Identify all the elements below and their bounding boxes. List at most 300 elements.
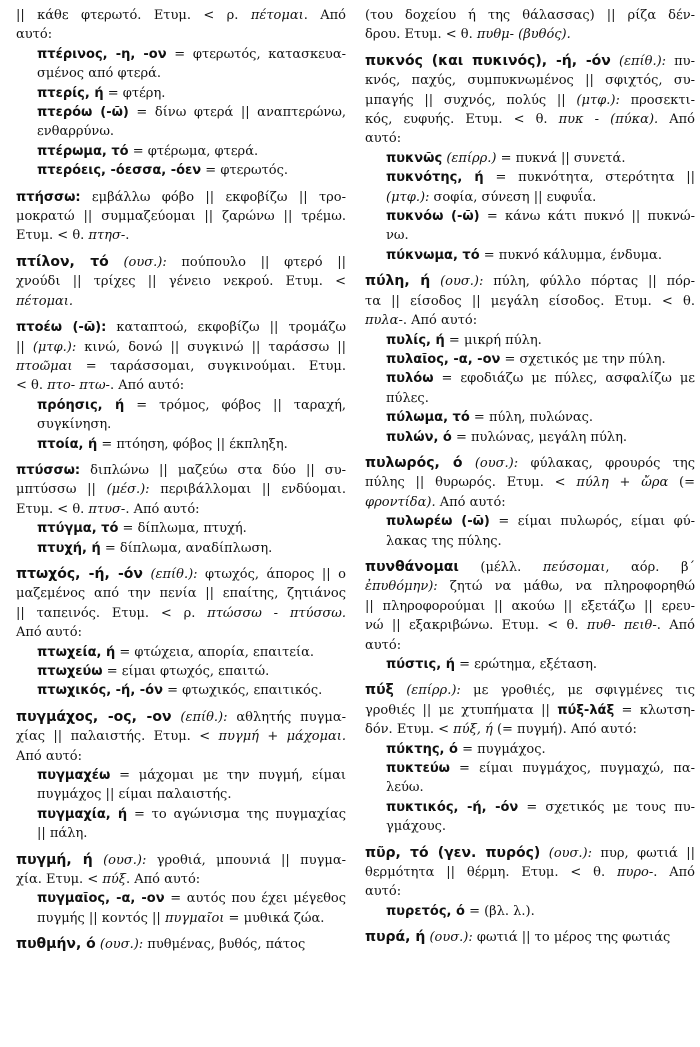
definition-text: εμβάλλω φόβο || εκφοβίζω || τρο- (80, 189, 346, 205)
italic-text: (ουσ.): (99, 937, 144, 953)
lemma: πτωχεία, ή (37, 644, 116, 660)
definition-text: . Από αυτό: (125, 872, 201, 888)
definition-text: = αυτός που έχει μέγεθος (164, 891, 346, 907)
definition-text: < θ. (16, 378, 48, 394)
text-line (365, 636, 695, 655)
text-line (365, 493, 695, 512)
text-line (37, 681, 346, 700)
definition-text: με γροθιές, με σφιγμένες τις (460, 683, 695, 699)
text-line (386, 778, 695, 797)
text-line (386, 902, 695, 921)
definition-text (109, 255, 124, 270)
text-line (386, 350, 695, 369)
text-line (16, 870, 346, 889)
dictionary-entry (365, 52, 695, 265)
definition-text: Ετυμ. < θ. (16, 228, 89, 244)
italic-text: (μτφ.): (32, 339, 77, 355)
italic-text: (επίρρ.): (406, 683, 461, 699)
definition-text: μπαγής || συχνός, πολύς || (365, 92, 577, 108)
lemma: πυγμή, ή (16, 851, 93, 868)
definition-text: = το αγώνισμα της πυγμαχίας (127, 806, 347, 822)
definition-text: = πυκνά || συνετά. (496, 150, 626, 166)
dictionary-entry (365, 844, 695, 922)
subentry (365, 246, 695, 265)
text-line (16, 188, 346, 207)
subentry (16, 435, 346, 454)
text-line (386, 331, 695, 350)
definition-text: (μέλλ. (458, 559, 543, 575)
definition-text: γμάχους. (386, 819, 447, 835)
subentry (16, 519, 346, 538)
definition-text: κός, ευφυής. Ετυμ. < θ. (365, 112, 559, 128)
dictionary-entry (365, 928, 695, 947)
subentry (365, 798, 695, 837)
subentry (365, 740, 695, 759)
lemma: πτερόεις, -όεσσα, -όεν (37, 163, 202, 179)
subentry (365, 350, 695, 369)
text-line (16, 480, 346, 499)
text-line (16, 292, 346, 311)
subentry (365, 168, 695, 207)
italic-text: πύλη + ὤρα (576, 475, 669, 491)
definition-text (611, 54, 619, 69)
definition-text (540, 846, 548, 861)
definition-text: . (125, 228, 130, 244)
text-line (365, 25, 695, 44)
dictionary-entry (365, 272, 695, 447)
dictionary-entry (365, 681, 695, 836)
text-line (16, 207, 346, 226)
text-line (16, 376, 346, 395)
lemma: πυλωρέω (-ῶ) (386, 514, 490, 530)
text-line (16, 708, 346, 727)
definition-text: σοφία, σύνεση || ευφυΐα. (429, 189, 597, 205)
definition-text: = σχετικός με τους πυ- (518, 799, 696, 815)
text-line (365, 616, 695, 635)
text-line (365, 292, 695, 311)
lemma: πύλωμα, τό (386, 410, 470, 426)
definition-text: φωτιά || το μέρος της φωτιάς (472, 930, 671, 946)
text-line (386, 798, 695, 817)
text-line (386, 408, 695, 427)
text-line (365, 597, 695, 616)
text-line (365, 701, 695, 720)
text-line (16, 6, 346, 25)
italic-text: πυθμ- (βυθός). (476, 27, 571, 43)
right-column (365, 6, 695, 955)
definition-text: μοκρατώ || συμμαζεύομαι || ζαρώνω || τρέμω. (16, 209, 346, 225)
definition-text: . Από αυτό: (402, 313, 478, 329)
definition-text: || πληροφορούμαι || ακούω || εξετάζω || ερευ- (365, 598, 695, 614)
definition-text: χία. Ετυμ. < (16, 872, 103, 888)
italic-text: πύξ, ή (453, 722, 493, 738)
subentry (16, 161, 346, 180)
text-line (386, 207, 695, 226)
lemma: πτυχή, ή (37, 540, 101, 556)
italic-text: πυγμή + μάχομαι. (218, 729, 346, 745)
italic-text: πυρο- (616, 865, 654, 881)
italic-text: πτοῶμαι (16, 358, 73, 374)
text-line (37, 435, 346, 454)
dictionary-entry (16, 851, 346, 929)
definition-text: χνούδι || τρίχες || γένειο νεκρού. Ετυμ. < (16, 274, 346, 290)
italic-text: πυγμαῖοι (164, 910, 225, 926)
italic-text: πτώσσω - πτύσσω. (207, 605, 346, 621)
lemma: πυκτικός, -ή, -όν (386, 799, 519, 815)
definition-text: = δίνω φτερά || αναπτερώνω, (128, 105, 346, 121)
lemma: πτίλον, τό (16, 253, 109, 270)
lemma: πυνθάνομαι (365, 558, 459, 575)
definition-text: = πυγμάχος. (457, 741, 546, 757)
lemma: πυλωρός, ό (365, 454, 463, 471)
text-line (16, 584, 346, 603)
italic-text: πέτομαι. (16, 293, 73, 309)
italic-text: (επίθ.): (150, 566, 198, 582)
lemma: πυλόω (386, 371, 434, 387)
italic-text: (μτφ.): (386, 189, 430, 205)
definition-text: = εφοδιάζω με πύλες, ασφαλίζω με (433, 371, 695, 387)
text-line (365, 91, 695, 110)
definition-text: θερμότητα || θέρμη. Ετυμ. < θ. (365, 865, 617, 881)
italic-text: πύξ (102, 872, 126, 888)
definition-text: πυθμένας, βυθός, πάτος (143, 937, 306, 953)
text-line (37, 64, 346, 83)
text-line (16, 727, 346, 746)
dictionary-entry (365, 454, 695, 551)
definition-text: = (βλ. λ.). (464, 903, 535, 919)
italic-text: πτο- πτω- (47, 378, 110, 394)
italic-text: (ουσ.): (440, 274, 484, 290)
definition-text: φύλακας, φρουρός της (518, 455, 695, 471)
definition-text: = ερώτημα, εξέταση. (454, 657, 597, 672)
subentry (16, 103, 346, 142)
dictionary-entry (365, 6, 695, 45)
text-line (37, 889, 346, 908)
text-line (365, 577, 695, 596)
italic-text: (ουσ.): (103, 852, 147, 868)
subentry (365, 655, 695, 674)
lemma: πυκτεύω (386, 761, 450, 777)
text-line (37, 643, 346, 662)
subentry (365, 369, 695, 408)
text-line (386, 168, 695, 187)
text-line (365, 6, 695, 25)
definition-text: . Από (303, 8, 347, 23)
text-line (37, 396, 346, 415)
text-line (386, 226, 695, 245)
text-line (386, 532, 695, 551)
dictionary-entry (16, 935, 346, 954)
definition-text: διπλώνω || μαζεύω στα δύο || συ- (80, 462, 346, 478)
subentry (16, 766, 346, 805)
dictionary-entry (16, 461, 346, 558)
definition-text: πυρ, φωτιά || (592, 845, 695, 861)
text-line (16, 500, 346, 519)
text-line (16, 623, 346, 642)
definition-text: = είμαι φτωχός, επαιτώ. (102, 664, 270, 679)
text-line (386, 389, 695, 408)
lemma: πυκνότης, ή (386, 170, 484, 186)
text-line (37, 766, 346, 785)
subentry (365, 902, 695, 921)
definition-text: δρου. Ετυμ. < θ. (365, 27, 477, 43)
lemma: πτωχός, -ή, -όν (16, 565, 143, 582)
italic-text: πυθ- πειθ- (586, 618, 657, 634)
text-line (37, 805, 346, 824)
definition-text: = μάχομαι με την πυγμή, είμαι (110, 768, 346, 784)
italic-text: ἐπυθόμην): (365, 579, 438, 595)
definition-text: = είμαι πυλωρός, είμαι φύ- (489, 514, 696, 530)
subentry (16, 396, 346, 435)
text-line (16, 25, 346, 44)
text-line (37, 45, 346, 64)
text-line (37, 519, 346, 538)
definition-text: λεύω. (386, 780, 424, 796)
subentry (16, 643, 346, 662)
subentry (16, 805, 346, 844)
text-line (365, 720, 695, 739)
left-column (16, 6, 346, 962)
subentry (365, 428, 695, 447)
lemma: πτωχεύω (37, 664, 103, 679)
text-line (386, 655, 695, 674)
subentry (365, 759, 695, 798)
lemma: πύξ (365, 682, 394, 699)
subentry (365, 207, 695, 246)
lemma: πτήσσω: (16, 189, 81, 205)
text-line (16, 461, 346, 480)
definition-text: = τρόμος, φόβος || ταραχή, (124, 397, 347, 413)
definition-text: γροθιές || με χτυπήματα || (365, 702, 558, 718)
definition-text: πύλες. (386, 390, 429, 406)
text-line (37, 785, 346, 804)
definition-text: Ετυμ. < θ. (16, 501, 89, 517)
definition-text: Από αυτό: (435, 494, 506, 510)
text-line (16, 318, 346, 337)
text-line (365, 844, 695, 863)
text-line (37, 415, 346, 434)
lemma: πτύσσω: (16, 462, 81, 478)
text-line (16, 565, 346, 584)
definition-text: = κάνω κάτι πυκνό || πυκνώ- (479, 209, 695, 225)
subentry (16, 45, 346, 84)
lemma: πύκνωμα, τό (386, 247, 480, 263)
definition-text: αυτό: (16, 27, 53, 43)
subentry (16, 84, 346, 103)
lemma: πύκτης, ό (386, 741, 458, 757)
definition-text: Από αυτό: (16, 625, 82, 641)
definition-text: = μικρή πύλη. (444, 332, 542, 348)
definition-text: = φτέρωμα, φτερά. (128, 143, 259, 159)
lemma: πυλών, ό (386, 429, 452, 445)
definition-text: νω. (386, 228, 409, 244)
italic-text: (επίρρ.) (446, 150, 497, 166)
definition-text: γροθιά, μπουνιά || πυγμα- (146, 852, 347, 868)
lemma: πύλη, ή (365, 273, 431, 290)
definition-text: Από (658, 112, 695, 128)
definition-text: = κλωτση- (614, 702, 695, 718)
dictionary-entry (16, 318, 346, 454)
text-line (365, 928, 695, 947)
definition-text: = φτωχικός, επαιτικός. (162, 683, 323, 699)
text-line (386, 759, 695, 778)
definition-text: = δίπλωμα, πτυχή. (118, 521, 247, 537)
text-line (16, 226, 346, 245)
italic-text: (επίθ.): (180, 709, 228, 725)
text-line (365, 272, 695, 291)
definition-text: φτωχός, άπορος || ο (197, 566, 346, 582)
italic-text: πέτομαι (250, 8, 304, 23)
definition-text: ζητώ να μάθω, να πληροφορηθώ (437, 579, 695, 595)
italic-text: (ουσ.): (123, 254, 167, 270)
definition-text: κινώ, δονώ || συγκινώ || ταράσσω || (76, 339, 346, 355)
lemma: πυγμαχία, ή (37, 806, 128, 822)
text-line (365, 863, 695, 882)
subentry (365, 149, 695, 168)
italic-text: (ουσ.): (429, 930, 473, 946)
definition-text: νώ || εξακριβώνω. Ετυμ. < θ. (365, 618, 587, 634)
definition-text: || πάλη. (37, 826, 88, 842)
lemma: πυγμαῖος, -α, -ον (37, 891, 165, 907)
lemma: πυθμήν, ό (16, 936, 96, 953)
text-line (386, 149, 695, 168)
definition-text: (= (668, 475, 696, 491)
text-line (37, 909, 346, 928)
definition-text: μπτύσσω || (16, 482, 107, 498)
definition-text: μαζεμένος από την πενία || επαίτης, ζητιάνος (16, 586, 346, 602)
definition-text: = πυκνό κάλυμμα, ένδυμα. (479, 247, 662, 263)
definition-text (463, 456, 475, 471)
dictionary-entry (16, 188, 346, 246)
italic-text: (ουσ.): (548, 845, 593, 861)
definition-text: αυτό: (365, 131, 402, 147)
text-line (16, 253, 346, 272)
lemma: πτύγμα, τό (37, 521, 119, 537)
italic-text: (επίθ.): (618, 53, 667, 69)
italic-text: πυλα- (365, 313, 403, 329)
subentry (16, 889, 346, 928)
italic-text: πτησ- (88, 228, 126, 244)
definition-text: Από αυτό: (16, 748, 82, 764)
definition-text: ενθαρρύνω. (37, 124, 115, 140)
subentry (365, 512, 695, 551)
definition-text: = δίπλωμα, αναδίπλωση. (100, 540, 273, 556)
definition-text: = φτερωτός, κατασκευα- (166, 46, 346, 62)
definition-text: = μυθικά ζώα. (224, 910, 325, 926)
text-line (386, 428, 695, 447)
lemma: πυλίς, ή (386, 332, 445, 348)
text-line (37, 84, 346, 103)
definition-text: = φτέρη. (103, 85, 166, 101)
text-line (16, 851, 346, 870)
lemma: πυκνός (και πυκινός), -ή, -όν (365, 52, 611, 69)
subentry (365, 408, 695, 427)
lemma: πύστις, ή (386, 657, 455, 672)
text-line (37, 142, 346, 161)
text-line (16, 338, 346, 357)
text-line (365, 473, 695, 492)
italic-text: πεύσομαι (542, 559, 606, 575)
definition-text: = σχετικός με την πύλη. (500, 351, 666, 367)
text-line (386, 512, 695, 531)
definition-text: || κάθε φτερωτό. Ετυμ. < ρ. (16, 8, 251, 23)
dictionary-entry (16, 708, 346, 844)
definition-text: = πύλη, πυλώνας. (469, 410, 594, 426)
text-line (37, 662, 346, 681)
text-line (37, 539, 346, 558)
definition-text: αυτό: (365, 884, 402, 900)
definition-text: τα || είσοδος || μεγάλη είσοδος. Ετυμ. < θ. (365, 293, 695, 309)
definition-text: λακας της πύλης. (386, 533, 502, 549)
text-line (365, 311, 695, 330)
subentry (365, 331, 695, 350)
definition-text: συγκίνηση. (37, 417, 112, 433)
lemma: πυκνόω (-ῶ) (386, 209, 480, 225)
definition-text: = φτερωτός. (201, 163, 289, 179)
italic-text: (μτφ.): (576, 92, 620, 108)
lemma: πτέρωμα, τό (37, 143, 129, 159)
text-line (365, 110, 695, 129)
definition-text: || (16, 339, 33, 355)
text-line (16, 272, 346, 291)
lemma: πτοία, ή (37, 436, 98, 452)
text-line (37, 103, 346, 122)
subentry (16, 142, 346, 161)
lemma: πτερίς, ή (37, 85, 104, 101)
italic-text: (ουσ.): (474, 455, 519, 471)
definition-text: (του δοχείου ή της θάλασσας) || ρίζα δέν- (365, 8, 695, 23)
definition-text: || ταπεινός. Ετυμ. < ρ. (16, 605, 208, 621)
definition-text: αθλητής πυγμα- (227, 709, 347, 725)
text-line (386, 246, 695, 265)
definition-text: καταπτοώ, εκφοβίζω || τρομάζω (106, 320, 346, 336)
text-line (365, 71, 695, 90)
lemma: πυγμάχος, -ος, -ον (16, 708, 172, 725)
text-line (365, 454, 695, 473)
subentry (16, 539, 346, 558)
definition-text: πύλης || θυρωρός. Ετυμ. < (365, 475, 577, 491)
lemma: πτέρινος, -η, -ον (37, 46, 167, 62)
lemma: πύξ-λάξ (557, 702, 615, 718)
subentry (16, 681, 346, 700)
lemma: πρόησις, ή (37, 397, 125, 413)
definition-text: . Από (656, 618, 696, 634)
subentry (16, 662, 346, 681)
definition-text: , αόρ. β΄ (605, 559, 695, 575)
dictionary-entry (365, 558, 695, 674)
italic-text: πτυσ- (88, 501, 126, 517)
text-line (16, 935, 346, 954)
definition-text: = πτόηση, φόβος || έκπληξη. (97, 436, 288, 452)
lemma: πτερόω (-ῶ) (37, 105, 129, 121)
definition-text: = ταράσσομαι, συγκινούμαι. Ετυμ. (72, 358, 346, 374)
definition-text: = πυλώνας, μεγάλη πύλη. (451, 429, 628, 445)
definition-text: κνός, παχύς, συμπυκνωμένος || σφιχτός, συ- (365, 73, 695, 89)
dictionary-entry (16, 565, 346, 701)
dictionary-entry (16, 253, 346, 311)
definition-text: πυ- (666, 53, 695, 69)
lemma: πυκνῶς (386, 150, 443, 166)
definition-text: = φτώχεια, απορία, επαιτεία. (115, 644, 315, 660)
text-line (16, 747, 346, 766)
definition-text: πυγμής || κοντός || (37, 910, 165, 926)
definition-text: προσεκτι- (619, 92, 695, 108)
definition-text: πυγμάχος || είμαι παλαιστής. (37, 787, 232, 803)
text-line (16, 604, 346, 623)
text-line (386, 369, 695, 388)
text-line (37, 824, 346, 843)
text-line (386, 188, 695, 207)
